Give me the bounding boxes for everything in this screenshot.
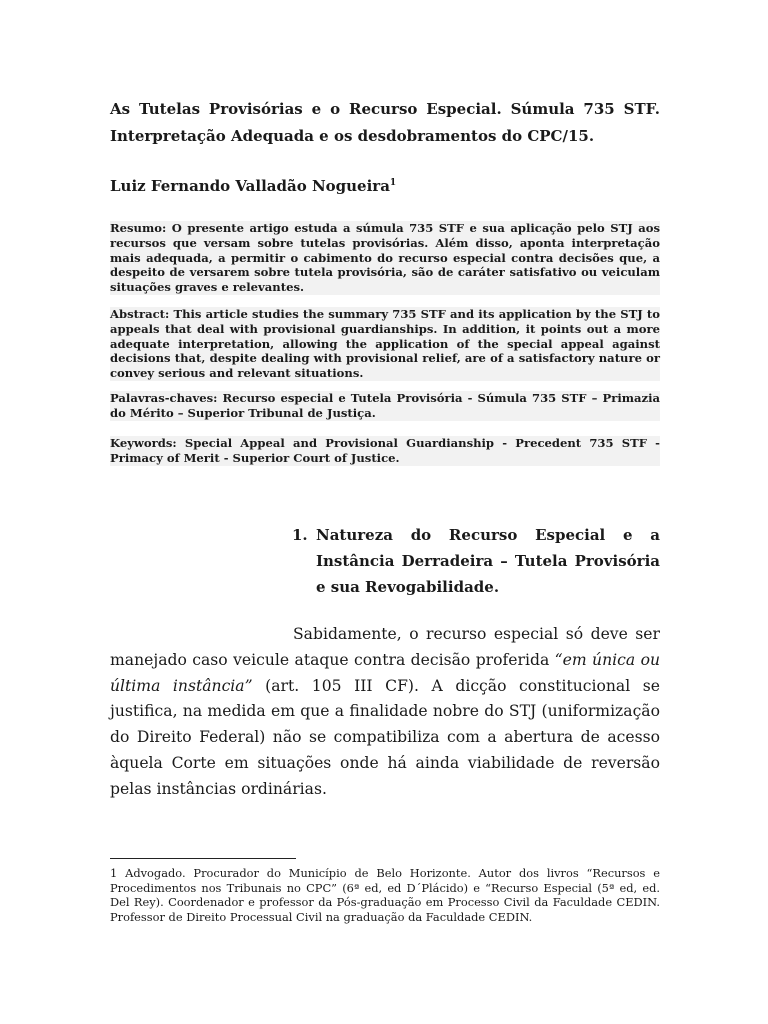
footnote: [110, 866, 660, 924]
footnote-mark: 1: [110, 866, 118, 880]
footnote-text: Advogado. Procurador do Município de Belo Horizonte. Autor dos livros “Recursos e Procedimentos nos Tribunais no CPC” (6ª ed, ed D´Plácido) e “Recurso Especial (5ª ed, ed. Del Rey). Coordenador e professor da Pós-graduação em Processo Civil da Faculdade CEDIN. Professor de Direito Processual Civil na graduação da Faculdade CEDIN.: [110, 866, 660, 924]
abstract-paragraph: Abstract: This article studies the summary 735 STF and its application by the STJ to appeals that deal with provisional guardianships. In addition, it points out a more adequate interpretation, allowing the application of the special appeal against decisions that, despite dealing with provisional relief, are of a satisfactory nature or convey serious and relevant situations.: [110, 307, 660, 381]
footnote-separator: [110, 858, 296, 859]
author-name: Luiz Fernando Valladão Nogueira: [110, 177, 390, 195]
palavras-chaves-paragraph: Palavras-chaves: Recurso especial e Tutela Provisória - Súmula 735 STF – Primazia do Mérito – Superior Tribunal de Justiça.: [110, 391, 660, 420]
body-text-part1: Sabidamente, o recurso especial só deve ser manejado caso veicule ataque contra decisão proferida: [110, 625, 660, 669]
article-title: As Tutelas Provisórias e o Recurso Especial. Súmula 735 STF. Interpretação Adequada e os desdobramentos do CPC/15.: [110, 100, 660, 145]
author-line: [110, 173, 396, 196]
section-title: Natureza do Recurso Especial e a Instância Derradeira – Tutela Provisória e sua Revogabilidade.: [316, 526, 660, 596]
author-footnote-mark[interactable]: 1: [389, 178, 397, 188]
body-text-part2: (art. 105 III CF). A dicção constitucional se justifica, na medida em que a finalidade nobre do STJ (uniformização do Direito Federal) não se compatibiliza com a abertura de acesso àquela Corte em situações onde há ainda viabilidade de reversão pelas instâncias ordinárias.: [110, 676, 661, 798]
body-text-quote: “em única ou última instância”: [110, 650, 661, 695]
resumo-paragraph: Resumo: O presente artigo estuda a súmula 735 STF e sua aplicação pelo STJ aos recursos que versam sobre tutelas provisórias. Além disso, aponta interpretação mais adequada, a permitir o cabimento do recurso especial contra decisões que, a despeito de versarem sobre tutela provisória, são de caráter satisfativo ou veiculam situações graves e relevantes.: [110, 221, 660, 295]
body-paragraph: [110, 622, 660, 803]
keywords-paragraph: Keywords: Special Appeal and Provisional Guardianship - Precedent 735 STF - Primacy of Merit - Superior Court of Justice.: [110, 436, 660, 465]
section-number: 1.: [292, 526, 308, 544]
section-heading: [292, 522, 660, 600]
